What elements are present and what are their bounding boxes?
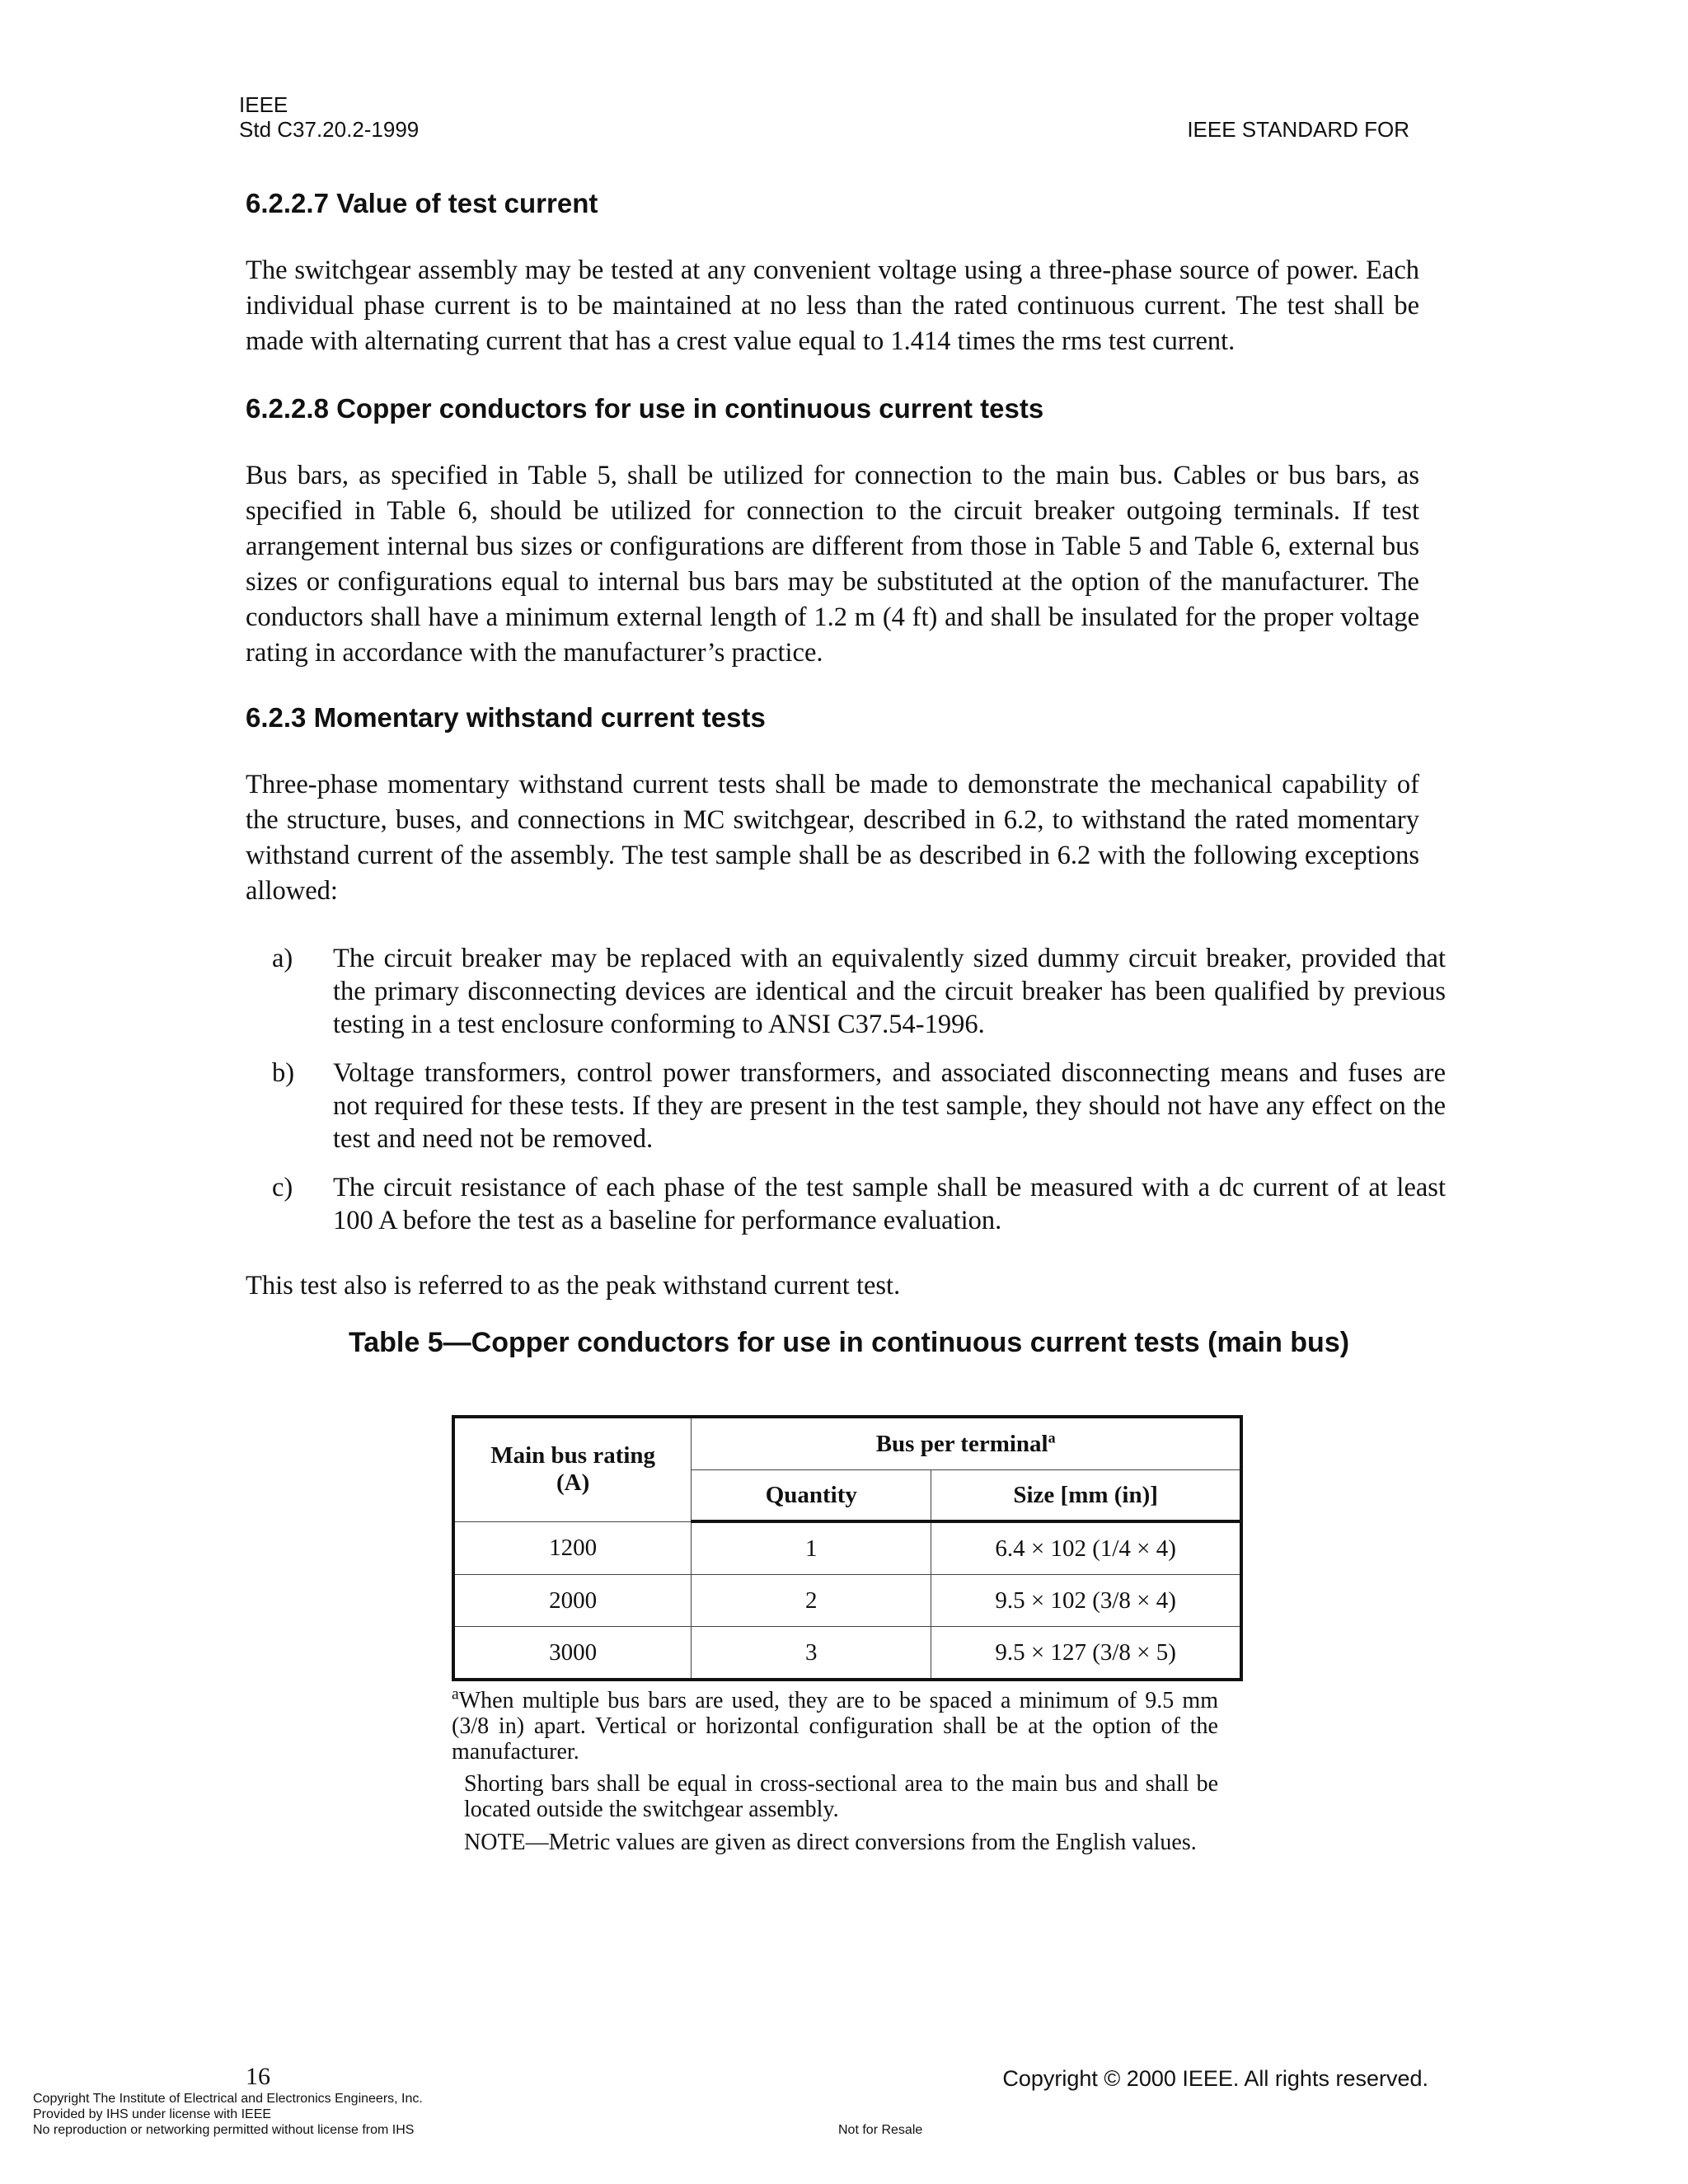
table-row (453, 1627, 1241, 1680)
list-text: The circuit breaker may be replaced with an equivalently sized dummy circuit breaker, provided that the primary disconnecting devices are identical and the circuit breaker has been qualified by previous testing in a test enclosure conforming to ANSI C37.54-1996. (333, 944, 1446, 1039)
cell-size: 9.5 × 127 (3/8 × 5) (931, 1627, 1241, 1680)
table-footnote-a (452, 1685, 1218, 1765)
cell-rating: 3000 (453, 1627, 692, 1680)
footnote-a-text: When multiple bus bars are used, they are to be spaced a minimum of 9.5 mm (3/8 in) apart. Vertical or horizontal configuration shall be at the option of the manufacturer. (452, 1688, 1218, 1765)
list-label: b) (272, 1058, 295, 1088)
header-bus-per-terminal-label: Bus per terminal (875, 1430, 1048, 1457)
license-line-3: No reproduction or networking permitted without license from IHS (33, 2123, 415, 2137)
cell-rating: 1200 (453, 1521, 692, 1575)
cell-rating: 2000 (453, 1575, 692, 1627)
table-note-shorting: Shorting bars shall be equal in cross-sectional area to the main bus and shall be located outside the switchgear assembly. (464, 1771, 1218, 1822)
table-5 (452, 1415, 1243, 1681)
header-title: IEEE STANDARD FOR (1187, 117, 1409, 142)
header-main-bus-rating (453, 1417, 692, 1521)
cell-quantity: 1 (692, 1521, 931, 1575)
header-org: IEEE (239, 92, 288, 117)
list-text: Voltage transformers, control power transformers, and associated disconnecting means and fuses are not required for these tests. If they are present in the test sample, they should not have any effect on the test and need not be removed. (333, 1058, 1446, 1154)
license-notice (33, 2091, 423, 2138)
cell-quantity: 3 (692, 1627, 931, 1680)
table-caption: Table 5—Copper conductors for use in continuous current tests (main bus) (349, 1327, 1350, 1358)
table-row (453, 1521, 1241, 1575)
table-note-metric: NOTE—Metric values are given as direct conversions from the English values. (464, 1830, 1197, 1855)
table-row (453, 1575, 1241, 1627)
section-body-623: Three-phase momentary withstand current tests shall be made to demonstrate the mechanical capability of the structure, buses, and connections in MC switchgear, described in 6.2, to withstand the rated momentary withstand current of the assembly. The test sample shall be as described in 6.2 with the following exceptions allowed: (246, 770, 1419, 906)
license-line-2: Provided by IHS under license with IEEE (33, 2107, 272, 2121)
section-body-6227: The switchgear assembly may be tested at any convenient voltage using a three-phase source of power. Each individual phase current is to be maintained at no less than the rated continuous current. The test shall be made with alternating current that has a crest value equal to 1.414 times the rms test current. (246, 255, 1419, 356)
footnote-ref-a: a (1048, 1428, 1056, 1446)
cell-size: 9.5 × 102 (3/8 × 4) (931, 1575, 1241, 1627)
section-closing-623: This test also is referred to as the peak withstand current test. (246, 1271, 901, 1301)
header-std-number: Std C37.20.2-1999 (239, 117, 420, 142)
header-standard-id (239, 92, 419, 142)
license-line-1: Copyright The Institute of Electrical and Electronics Engineers, Inc. (33, 2092, 423, 2106)
page-number: 16 (246, 2063, 270, 2090)
header-quantity: Quantity (692, 1470, 931, 1522)
cell-quantity: 2 (692, 1575, 931, 1627)
section-heading-6228: 6.2.2.8 Copper conductors for use in continuous current tests (246, 393, 1044, 424)
section-body-6228: Bus bars, as specified in Table 5, shall be utilized for connection to the main bus. Cables or bus bars, as specified in Table 6, should be utilized for connection to the circuit breaker outgoing terminals. If test arrangement internal bus sizes or configurations are different from those in Table 5 and Table 6, external bus sizes or configurations equal to internal bus bars may be substituted at the option of the manufacturer. The conductors shall have a minimum external length of 1.2 m (4 ft) and shall be insulated for the proper voltage rating in accordance with the manufacturer’s practice. (246, 461, 1419, 668)
list-label: a) (272, 944, 293, 973)
header-rating-line1: Main bus rating (490, 1442, 656, 1469)
section-heading-6227: 6.2.2.7 Value of test current (246, 188, 598, 218)
not-for-resale: Not for Resale (838, 2123, 923, 2137)
list-text: The circuit resistance of each phase of the test sample shall be measured with a dc current of at least 100 A before the test as a baseline for performance evaluation. (333, 1173, 1446, 1235)
section-heading-623: 6.2.3 Momentary withstand current tests (246, 702, 766, 733)
header-bus-per-terminal (692, 1417, 1241, 1470)
list-label: c) (272, 1173, 293, 1202)
cell-size: 6.4 × 102 (1/4 × 4) (931, 1521, 1241, 1575)
footer-copyright: Copyright © 2000 IEEE. All rights reserved. (1002, 2066, 1428, 2091)
footnote-marker: a (452, 1685, 459, 1704)
header-size: Size [mm (in)] (931, 1470, 1241, 1522)
header-rating-line2: (A) (556, 1469, 590, 1497)
